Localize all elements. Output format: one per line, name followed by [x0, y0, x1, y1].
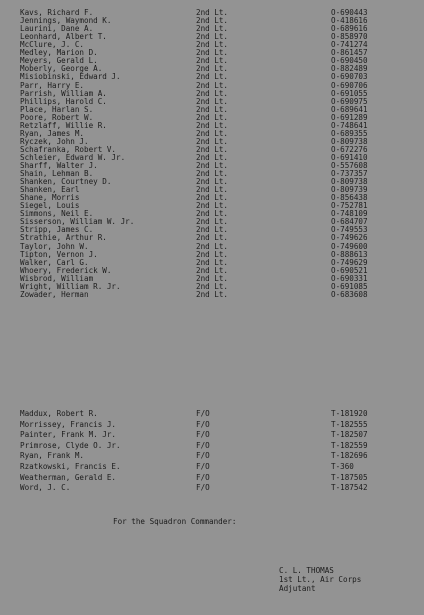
roster-grade: F/O — [196, 419, 210, 429]
roster-serial: O-882489 — [331, 64, 368, 74]
roster-grade: 2nd Lt. — [196, 233, 229, 243]
roster-serial: O-690450 — [331, 56, 368, 66]
roster-name: Primrose, Clyde O. Jr. — [20, 440, 121, 450]
roster-name: Laurini, Dane A. — [20, 24, 94, 34]
roster-serial: O-749553 — [331, 225, 368, 235]
roster-name: Kavs, Richard F. — [20, 8, 94, 17]
roster-name: Walker, Carl G. — [20, 257, 89, 267]
roster-name: Schafranka, Robert V. — [20, 144, 117, 154]
roster-name: Shane, Morris — [20, 193, 80, 203]
roster-serial: T-182559 — [331, 440, 368, 450]
signer-name: C. L. THOMAS — [279, 566, 334, 575]
roster-serial: O-691055 — [331, 88, 368, 98]
roster-name: Shanken, Courtney D. — [20, 177, 112, 187]
closing-line: For the Squadron Commander: — [113, 517, 237, 526]
roster-name: Ryan, James M. — [20, 128, 85, 138]
roster-name: Sharff, Walter J. — [20, 161, 98, 170]
roster-name: Strathie, Arthur R. — [20, 233, 107, 243]
roster-grade: 2nd Lt. — [196, 8, 229, 17]
roster-grade: 2nd Lt. — [196, 225, 229, 235]
roster-name: Tipton, Vernon J. — [20, 249, 98, 259]
roster-name: Whoery, Frederick W. — [20, 265, 112, 275]
roster-name: Misiobinski, Edward J. — [20, 72, 121, 82]
roster-serial: O-689355 — [331, 128, 368, 138]
roster-name: Parr, Harry E. — [20, 80, 85, 90]
roster-serial: O-748641 — [331, 120, 368, 130]
roster-grade: 2nd Lt. — [196, 177, 229, 187]
roster-serial: O-809738 — [331, 177, 368, 187]
roster-serial: O-691289 — [331, 112, 368, 122]
roster-serial: T-182507 — [331, 430, 368, 440]
roster-serial: O-690443 — [331, 8, 368, 17]
roster-serial: T-187505 — [331, 472, 368, 482]
roster-grade: 2nd Lt. — [196, 72, 229, 82]
roster-serial: O-888613 — [331, 249, 368, 259]
roster-serial: O-690521 — [331, 265, 368, 275]
roster-serial: O-684707 — [331, 217, 368, 227]
roster-serial: O-690331 — [331, 273, 368, 283]
roster-serial: O-737357 — [331, 169, 368, 178]
roster-name: Retzlaff, Willie R. — [20, 120, 107, 130]
roster-grade: 2nd Lt. — [196, 80, 229, 90]
roster-grade: 2nd Lt. — [196, 185, 229, 195]
roster-name: Morrissey, Francis J. — [20, 419, 117, 429]
roster-grade: 2nd Lt. — [196, 161, 229, 170]
roster-serial: O-689641 — [331, 104, 368, 114]
roster-grade: 2nd Lt. — [196, 16, 229, 26]
roster-row — [0, 463, 424, 471]
roster-serial: T-181920 — [331, 409, 368, 418]
roster-grade: 2nd Lt. — [196, 136, 229, 146]
roster-grade: 2nd Lt. — [196, 273, 229, 283]
roster-grade: 2nd Lt. — [196, 32, 229, 42]
roster-grade: 2nd Lt. — [196, 193, 229, 203]
roster-grade: 2nd Lt. — [196, 257, 229, 267]
roster-grade: 2nd Lt. — [196, 209, 229, 219]
roster-name: Schleier, Edward W. Jr. — [20, 152, 126, 162]
roster-serial: O-672276 — [331, 144, 368, 154]
roster-grade: F/O — [196, 483, 210, 493]
roster-grade: 2nd Lt. — [196, 112, 229, 122]
roster-grade: 2nd Lt. — [196, 24, 229, 34]
roster-serial: O-690703 — [331, 72, 368, 82]
roster-name: Ryczek, John J. — [20, 136, 89, 146]
roster-row — [0, 452, 424, 460]
roster-name: Poore, Robert W. — [20, 112, 94, 122]
roster-name: Rzatkowski, Francis E. — [20, 462, 121, 471]
roster-serial: O-748109 — [331, 209, 368, 219]
roster-serial: O-809738 — [331, 136, 368, 146]
roster-serial: O-683608 — [331, 289, 368, 299]
roster-grade: 2nd Lt. — [196, 88, 229, 98]
roster-name: Wright, William R. Jr. — [20, 281, 121, 291]
roster-name: Phillips, Harold C. — [20, 96, 107, 106]
roster-grade: 2nd Lt. — [196, 120, 229, 130]
roster-serial: T-182696 — [331, 451, 368, 461]
roster-serial: O-809739 — [331, 185, 368, 195]
roster-row — [0, 442, 424, 450]
roster-name: Leonhard, Albert T. — [20, 32, 107, 42]
roster-grade: 2nd Lt. — [196, 128, 229, 138]
roster-grade: 2nd Lt. — [196, 281, 229, 291]
roster-grade: 2nd Lt. — [196, 56, 229, 66]
roster-serial: O-752781 — [331, 201, 368, 211]
roster-serial: O-691085 — [331, 281, 368, 291]
roster-grade: 2nd Lt. — [196, 169, 229, 178]
roster-name: Shain, Lehman B. — [20, 169, 94, 178]
roster-grade: 2nd Lt. — [196, 104, 229, 114]
roster-grade: F/O — [196, 440, 210, 450]
roster-serial: O-557608 — [331, 161, 368, 170]
roster-serial: O-691410 — [331, 152, 368, 162]
roster-serial: O-749626 — [331, 233, 368, 243]
roster-name: Parrish, William A. — [20, 88, 107, 98]
roster-row — [0, 421, 424, 429]
roster-row — [0, 410, 424, 418]
roster-name: Sisserson, William W. Jr. — [20, 217, 135, 227]
roster-grade: 2nd Lt. — [196, 217, 229, 227]
roster-grade: 2nd Lt. — [196, 40, 229, 50]
roster-serial: O-861457 — [331, 48, 368, 58]
roster-name: Moberly, George A. — [20, 64, 103, 74]
roster-name: Wisbrod, William — [20, 273, 94, 283]
roster-row — [0, 484, 424, 492]
roster-name: Place, Harlan S. — [20, 104, 94, 114]
roster-serial: O-418616 — [331, 16, 368, 26]
roster-grade: F/O — [196, 409, 210, 418]
signature-block — [279, 566, 361, 593]
roster-serial: O-749600 — [331, 241, 368, 251]
roster-grade: 2nd Lt. — [196, 48, 229, 58]
roster-name: Zowader, Herman — [20, 289, 89, 299]
roster-grade: 2nd Lt. — [196, 241, 229, 251]
roster-serial: T-187542 — [331, 483, 368, 493]
roster-grade: 2nd Lt. — [196, 64, 229, 74]
roster-grade: 2nd Lt. — [196, 144, 229, 154]
roster-serial: O-689616 — [331, 24, 368, 34]
roster-row — [0, 431, 424, 439]
roster-grade: 2nd Lt. — [196, 152, 229, 162]
roster-row — [0, 474, 424, 482]
roster-name: Medley, Marion D. — [20, 48, 98, 58]
roster-grade: F/O — [196, 430, 210, 440]
roster-name: Painter, Frank M. Jr. — [20, 430, 117, 440]
roster-name: Stripp, James C. — [20, 225, 94, 235]
roster-grade: F/O — [196, 462, 210, 471]
roster-serial: T-360 — [331, 462, 354, 471]
roster-name: McClure, J. C. — [20, 40, 85, 50]
roster-serial: O-690706 — [331, 80, 368, 90]
roster-name: Shanken, Earl — [20, 185, 80, 195]
roster-name: Weatherman, Gerald E. — [20, 472, 117, 482]
roster-row — [0, 291, 424, 299]
roster-name: Word, J. C. — [20, 483, 71, 493]
roster-name: Siegel, Louis — [20, 201, 80, 211]
roster-name: Taylor, John W. — [20, 241, 89, 251]
roster-grade: 2nd Lt. — [196, 96, 229, 106]
roster-serial: O-856438 — [331, 193, 368, 203]
roster-name: Ryan, Frank M. — [20, 451, 85, 461]
roster-serial: O-741274 — [331, 40, 368, 50]
roster-name: Maddux, Robert R. — [20, 409, 98, 418]
roster-serial: O-749629 — [331, 257, 368, 267]
roster-name: Jennings, Waymond K. — [20, 16, 112, 26]
roster-grade: 2nd Lt. — [196, 201, 229, 211]
roster-grade: F/O — [196, 451, 210, 461]
signer-title: Adjutant — [279, 584, 316, 593]
roster-name: Meyers, Gerald L. — [20, 56, 98, 66]
roster-grade: 2nd Lt. — [196, 249, 229, 259]
signer-rank: 1st Lt., Air Corps — [279, 575, 362, 584]
roster-grade: 2nd Lt. — [196, 289, 229, 299]
roster-grade: F/O — [196, 472, 210, 482]
roster-serial: T-182555 — [331, 419, 368, 429]
roster-serial: O-858970 — [331, 32, 368, 42]
roster-serial: O-690975 — [331, 96, 368, 106]
roster-name: Simmons, Neil E. — [20, 209, 94, 219]
roster-grade: 2nd Lt. — [196, 265, 229, 275]
